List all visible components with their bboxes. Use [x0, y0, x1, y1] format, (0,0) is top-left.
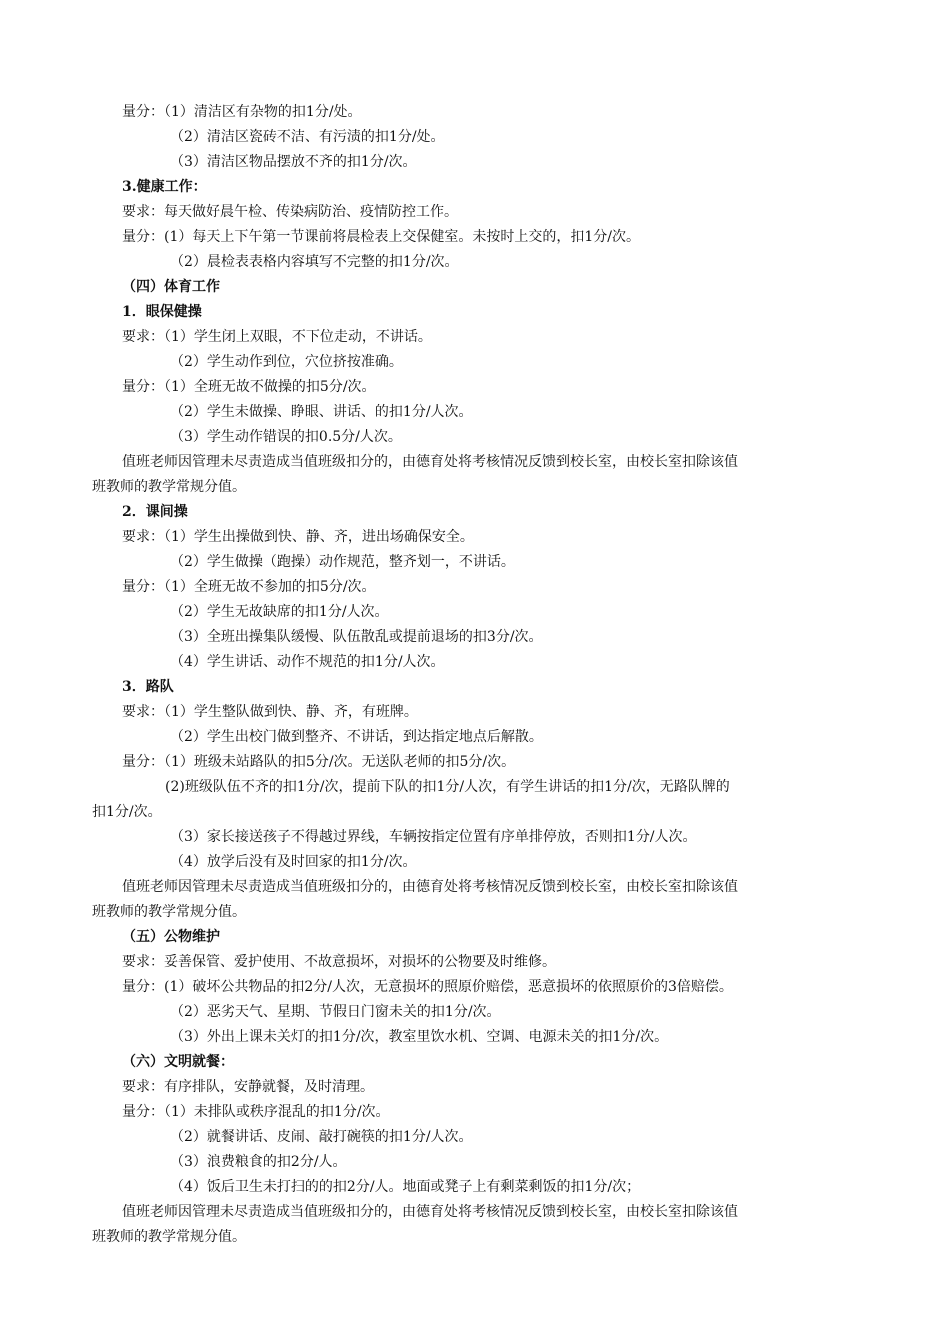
text-line: （3）全班出操集队缓慢、队伍散乱或提前退场的扣3分/次。 — [170, 629, 543, 645]
text-line: （3）清洁区物品摆放不齐的扣1分/次。 — [170, 154, 417, 170]
text-line: (2)班级队伍不齐的扣1分/次，提前下队的扣1分/人次，有学生讲话的扣1分/次，无路队牌的 — [165, 779, 730, 795]
section-heading: 2．课间操 — [122, 504, 188, 520]
text-line: 值班老师因管理未尽责造成当值班级扣分的，由德育处将考核情况反馈到校长室，由校长室扣除该值 — [122, 1204, 738, 1220]
section-heading: 3.健康工作： — [122, 179, 207, 195]
text-line: （2）就餐讲话、皮闹、敲打碗筷的扣1分/人次。 — [170, 1129, 473, 1145]
text-line: 班教师的教学常规分值。 — [92, 479, 246, 495]
text-line: （4）学生讲话、动作不规范的扣1分/人次。 — [170, 654, 445, 670]
text-line: 扣1分/次。 — [92, 804, 162, 820]
section-heading: （六）文明就餐： — [122, 1054, 234, 1070]
text-line: 要求：每天做好晨午检、传染病防治、疫情防控工作。 — [122, 204, 458, 220]
text-line: （2）学生未做操、睁眼、讲话、的扣1分/人次。 — [170, 404, 473, 420]
text-line: 要求：（1）学生整队做到快、静、齐，有班牌。 — [122, 704, 418, 720]
text-line: （4）饭后卫生未打扫的的扣2分/人。地面或凳子上有剩菜剩饭的扣1分/次； — [170, 1179, 641, 1195]
text-line: （2）学生做操（跑操）动作规范，整齐划一，不讲话。 — [170, 554, 515, 570]
text-line: 量分：（1）未排队或秩序混乱的扣1分/次。 — [122, 1104, 390, 1120]
section-heading: （四）体育工作 — [122, 279, 220, 295]
text-line: 量分：（1）清洁区有杂物的扣1分/处。 — [122, 104, 362, 120]
text-line: （2）学生动作到位，穴位挤按准确。 — [170, 354, 403, 370]
text-line: 值班老师因管理未尽责造成当值班级扣分的，由德育处将考核情况反馈到校长室，由校长室扣除该值 — [122, 879, 738, 895]
text-line: 要求：（1）学生闭上双眼，不下位走动，不讲话。 — [122, 329, 432, 345]
text-line: 要求：（1）学生出操做到快、静、齐，进出场确保安全。 — [122, 529, 474, 545]
text-line: （3）学生动作错误的扣0.5分/人次。 — [170, 429, 402, 445]
text-line: （4）放学后没有及时回家的扣1分/次。 — [170, 854, 417, 870]
text-line: （3）外出上课未关灯的扣1分/次，教室里饮水机、空调、电源未关的扣1分/次。 — [170, 1029, 669, 1045]
section-heading: （五）公物维护 — [122, 929, 220, 945]
text-line: （3）浪费粮食的扣2分/人。 — [170, 1154, 347, 1170]
section-heading: 3．路队 — [122, 679, 174, 695]
text-line: （2）学生无故缺席的扣1分/人次。 — [170, 604, 389, 620]
text-line: 班教师的教学常规分值。 — [92, 1229, 246, 1245]
section-heading: 1．眼保健操 — [122, 304, 202, 320]
text-line: 班教师的教学常规分值。 — [92, 904, 246, 920]
text-line: （2）清洁区瓷砖不洁、有污渍的扣1分/处。 — [170, 129, 445, 145]
text-line: 值班老师因管理未尽责造成当值班级扣分的，由德育处将考核情况反馈到校长室，由校长室扣除该值 — [122, 454, 738, 470]
text-line: 量分：(1）破坏公共物品的扣2分/人次，无意损坏的照原价赔偿，恶意损坏的依照原价的3倍赔偿。 — [122, 979, 733, 995]
text-line: （2）恶劣天气、星期、节假日门窗未关的扣1分/次。 — [170, 1004, 501, 1020]
text-line: 量分：（1）全班无故不做操的扣5分/次。 — [122, 379, 376, 395]
text-line: 量分：（1）全班无故不参加的扣5分/次。 — [122, 579, 376, 595]
text-line: （2）晨检表表格内容填写不完整的扣1分/次。 — [170, 254, 459, 270]
text-line: （3）家长接送孩子不得越过界线，车辆按指定位置有序单排停放，否则扣1分/人次。 — [170, 829, 697, 845]
text-line: 量分：(1）每天上下午第一节课前将晨检表上交保健室。未按时上交的，扣1分/次。 — [122, 229, 640, 245]
text-line: 量分：（1）班级未站路队的扣5分/次。无送队老师的扣5分/次。 — [122, 754, 516, 770]
text-line: 要求：有序排队，安静就餐，及时清理。 — [122, 1079, 374, 1095]
text-line: 要求：妥善保管、爱护使用、不故意损坏，对损坏的公物要及时维修。 — [122, 954, 556, 970]
text-line: （2）学生出校门做到整齐、不讲话，到达指定地点后解散。 — [170, 729, 543, 745]
